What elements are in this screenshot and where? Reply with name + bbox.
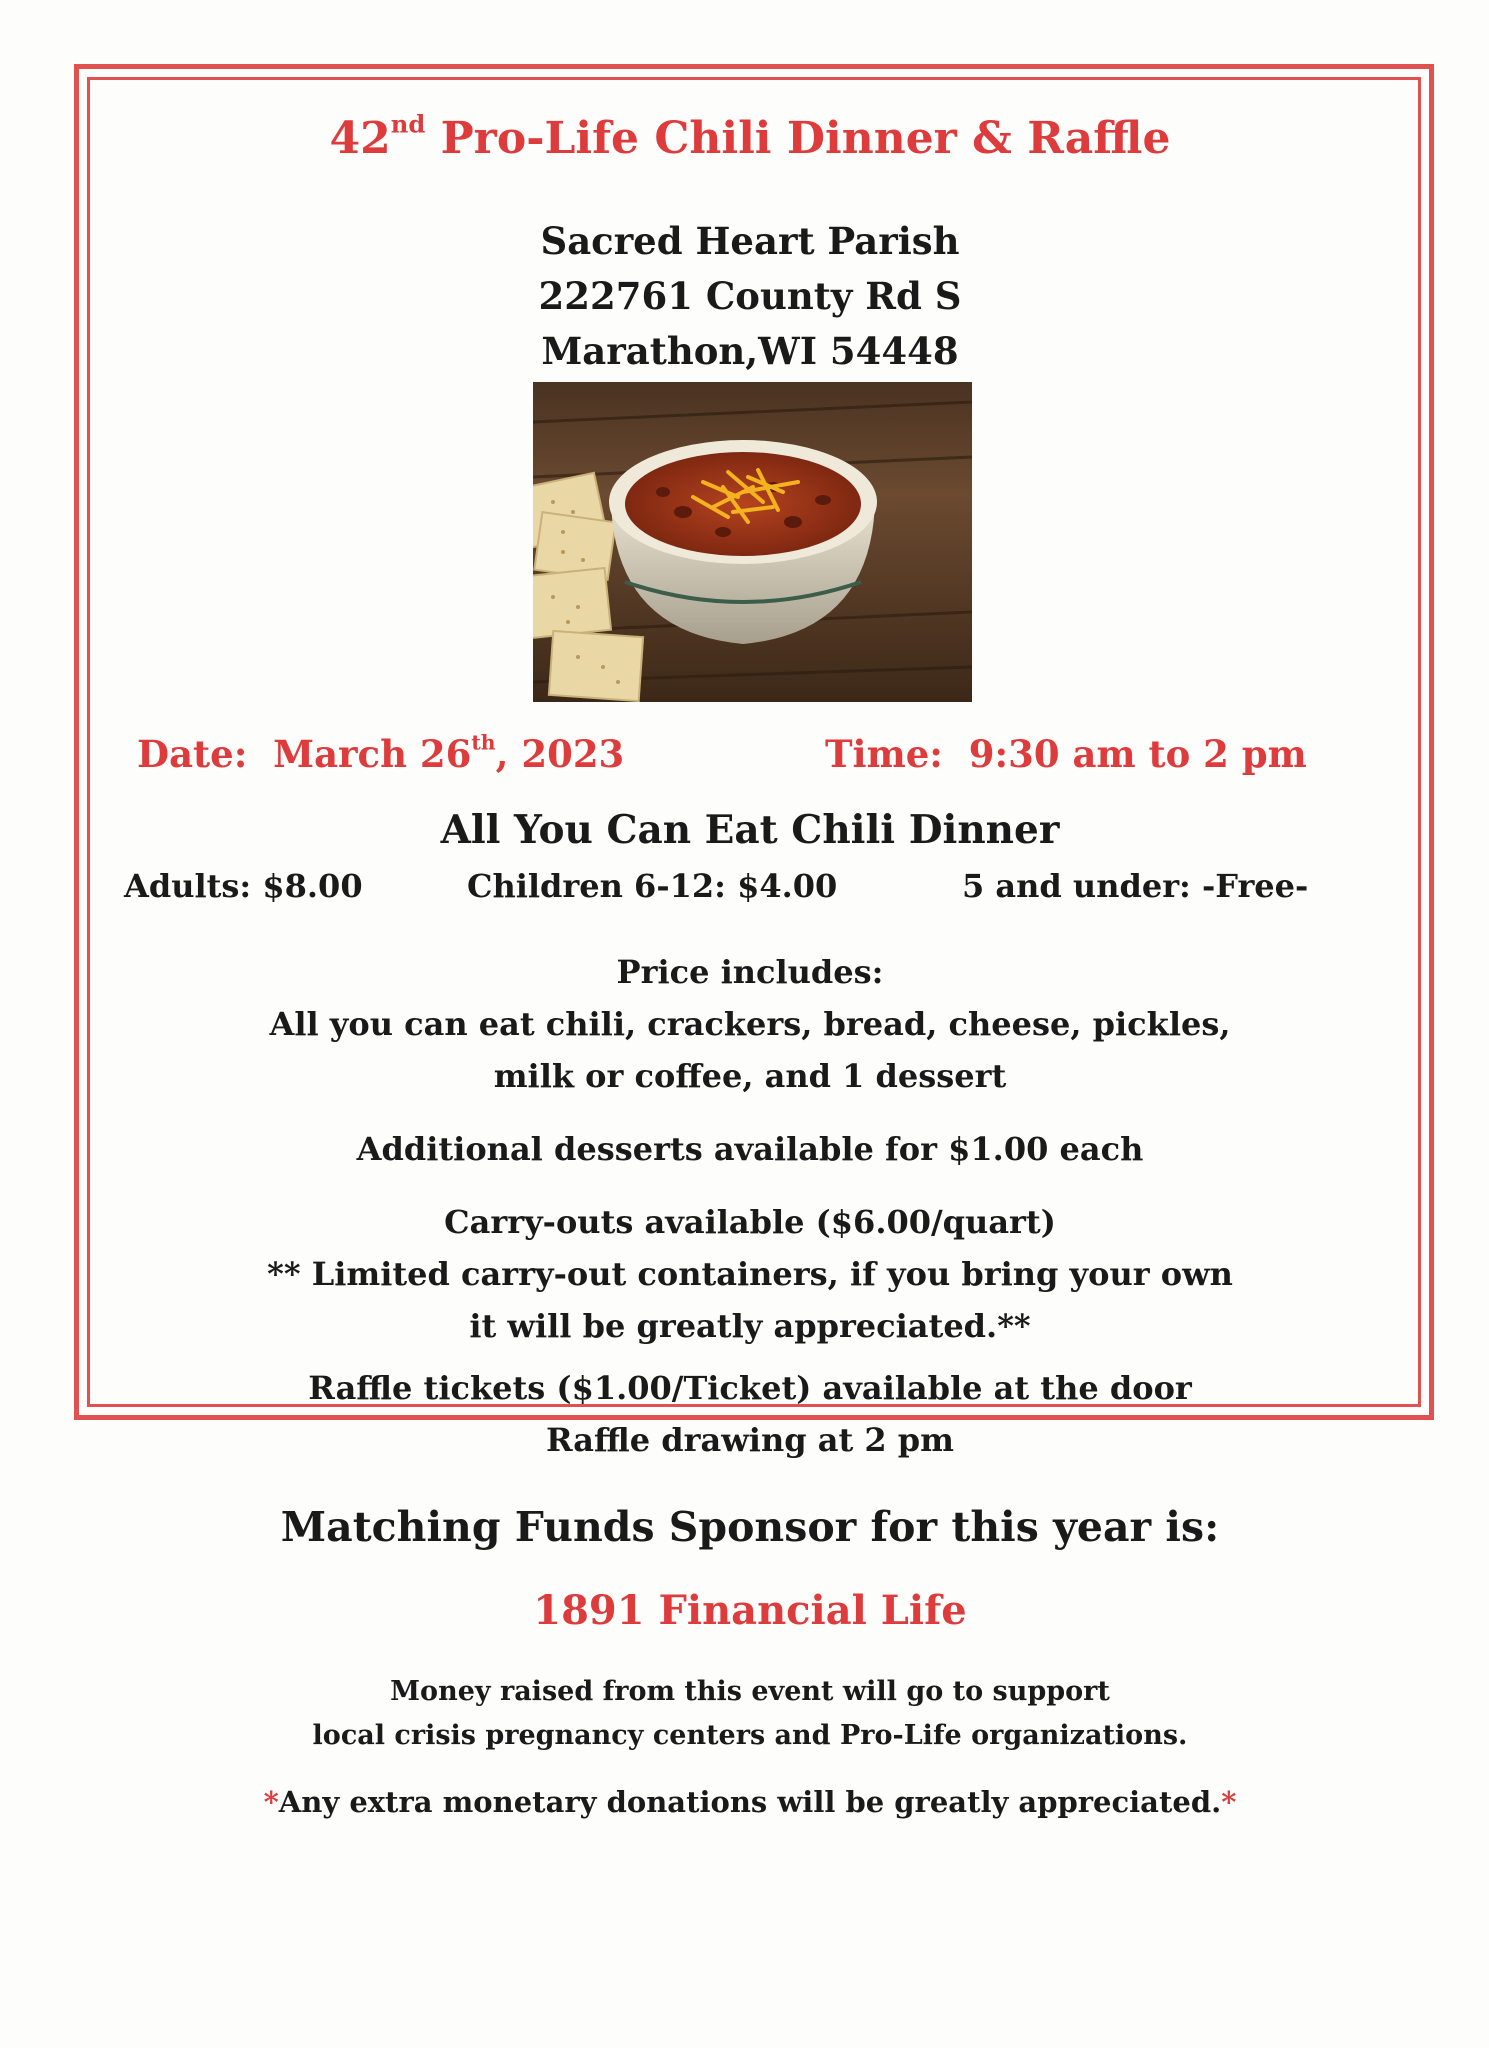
includes-line-1: All you can eat chili, crackers, bread, cheese, pickles, bbox=[269, 1005, 1231, 1043]
flyer-title: 42nd Pro-Life Chili Dinner & Raffle bbox=[329, 109, 1171, 164]
under5-price: 5 and under: -Free- bbox=[962, 867, 1309, 905]
support-note bbox=[80, 1670, 1420, 1758]
donation-note: *Any extra monetary donations will be greatly appreciated.* bbox=[263, 1785, 1237, 1819]
venue-street: 222761 County Rd S bbox=[538, 274, 962, 318]
includes-heading: Price includes: bbox=[616, 953, 884, 991]
includes-line-2: milk or coffee, and 1 dessert bbox=[493, 1057, 1007, 1095]
venue-name: Sacred Heart Parish bbox=[540, 219, 960, 263]
raffle-info bbox=[80, 1362, 1420, 1466]
sponsor-heading: Matching Funds Sponsor for this year is: bbox=[280, 1503, 1220, 1551]
venue-address bbox=[80, 214, 1420, 379]
child-price: Children 6-12: $4.00 bbox=[467, 867, 838, 905]
dinner-heading: All You Can Eat Chili Dinner bbox=[440, 807, 1060, 853]
event-date: Date: March 26th, 2023 bbox=[137, 730, 625, 776]
carryout-line-3: it will be greatly appreciated.** bbox=[469, 1307, 1031, 1345]
carryout-info bbox=[80, 1196, 1420, 1352]
date-time-line bbox=[80, 732, 1420, 782]
raffle-line-2: Raffle drawing at 2 pm bbox=[545, 1421, 955, 1459]
carryout-line-1: Carry-outs available ($6.00/quart) bbox=[444, 1203, 1056, 1241]
support-line-1: Money raised from this event will go to support bbox=[390, 1676, 1110, 1707]
additional-desserts: Additional desserts available for $1.00 each bbox=[356, 1130, 1144, 1168]
price-includes bbox=[80, 946, 1420, 1102]
price-list bbox=[80, 867, 1420, 911]
carryout-line-2: ** Limited carry-out containers, if you bring your own bbox=[267, 1255, 1233, 1293]
event-time: Time: 9:30 am to 2 pm bbox=[825, 732, 1307, 776]
raffle-line-1: Raffle tickets ($1.00/Ticket) available at the door bbox=[308, 1369, 1192, 1407]
chili-bowl-photo bbox=[533, 382, 972, 702]
venue-city: Marathon,WI 54448 bbox=[541, 329, 959, 373]
sponsor-name: 1891 Financial Life bbox=[533, 1587, 967, 1634]
adult-price: Adults: $8.00 bbox=[124, 867, 363, 905]
support-line-2: local crisis pregnancy centers and Pro-Life organizations. bbox=[312, 1720, 1188, 1751]
